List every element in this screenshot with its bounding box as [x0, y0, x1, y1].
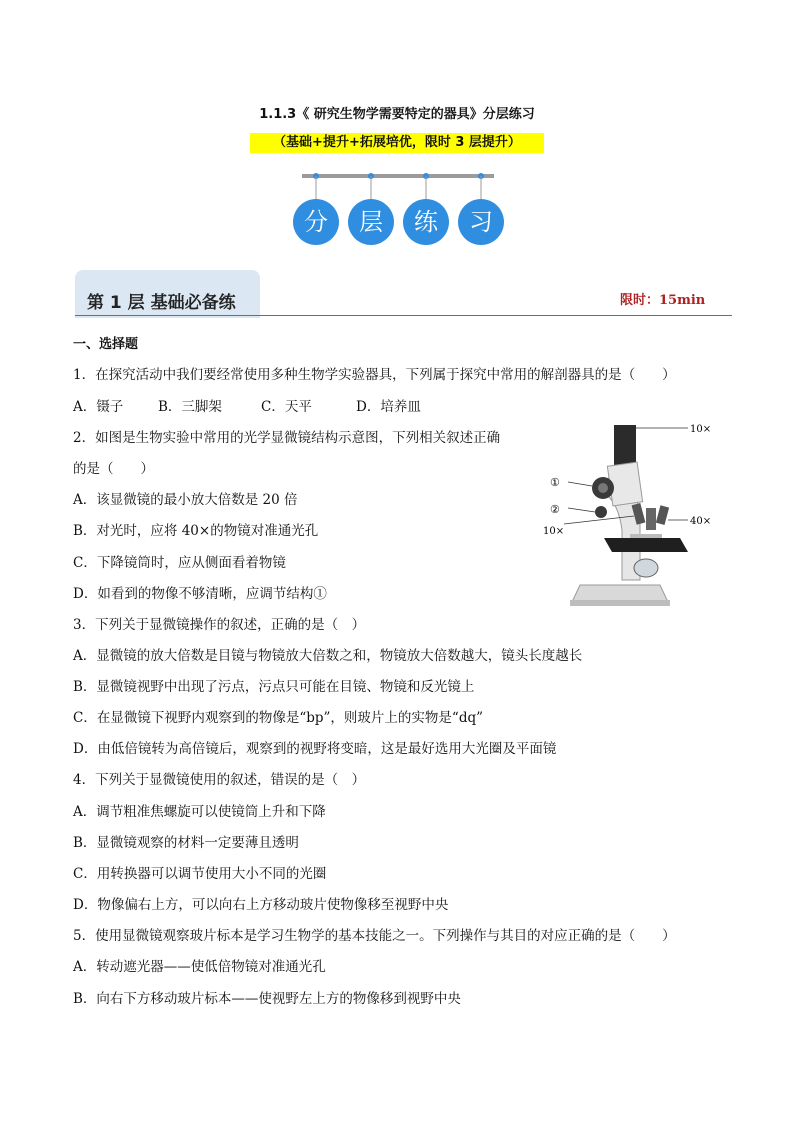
question-4-stem: 4．下列关于显微镜使用的叙述，错误的是（ ） — [73, 772, 366, 788]
q2-option-c[interactable]: C．下降镜筒时，应从侧面看着物镜 — [73, 555, 286, 571]
q4-option-a[interactable]: A．调节粗准焦螺旋可以使镜筒上升和下降 — [73, 804, 326, 820]
q2-option-d[interactable]: D．如看到的物像不够清晰，应调节结构① — [73, 586, 327, 602]
q4-option-b[interactable]: B．显微镜观察的材料一定要薄且透明 — [73, 835, 299, 851]
q3-option-b[interactable]: B．显微镜视野中出现了污点，污点只可能在目镜、物镜和反光镜上 — [73, 679, 475, 695]
question-3-stem: 3．下列关于显微镜操作的叙述，正确的是（ ） — [73, 617, 366, 633]
question-2-stem-line2: 的是（ ） — [73, 461, 154, 477]
figure-label-eyepiece: 10× — [690, 424, 712, 435]
q2-option-b[interactable]: B．对光时，应将 40×的物镜对准通光孔 — [73, 523, 319, 539]
q1-option-d[interactable]: D．培养皿 — [356, 399, 421, 415]
time-limit: 限时：15min — [620, 293, 706, 308]
section-heading: 一、选择题 — [73, 337, 139, 352]
document-title: 1.1.3《 研究生物学需要特定的器具》分层练习 — [259, 107, 535, 122]
q1-option-a[interactable]: A．镊子 — [73, 399, 124, 415]
q1-option-c[interactable]: C．天平 — [261, 399, 312, 415]
document-subtitle: （基础+提升+拓展培优，限时 3 层提升） — [250, 133, 544, 153]
q3-option-d[interactable]: D．由低倍镜转为高倍镜后，观察到的视野将变暗，这是最好选用大光圈及平面镜 — [73, 741, 557, 757]
header-rule — [75, 315, 732, 316]
q4-option-d[interactable]: D．物像偏右上方，可以向右上方移动玻片使物像移至视野中央 — [73, 897, 449, 913]
figure-label-2: ② — [550, 503, 560, 516]
question-5-stem: 5．使用显微镜观察玻片标本是学习生物学的基本技能之一。下列操作与其目的对应正确的是（ ） — [73, 928, 676, 944]
q5-option-a[interactable]: A．转动遮光器——使低倍物镜对准通光孔 — [73, 959, 326, 975]
figure-label-1: ① — [550, 476, 560, 489]
q3-option-a[interactable]: A．显微镜的放大倍数是目镜与物镜放大倍数之和，物镜放大倍数越大，镜头长度越长 — [73, 648, 583, 664]
layered-practice-logo — [288, 170, 518, 250]
logo-char: 练 — [414, 208, 438, 236]
q4-option-c[interactable]: C．用转换器可以调节使用大小不同的光圈 — [73, 866, 327, 882]
q5-option-b[interactable]: B．向右下方移动玻片标本——使视野左上方的物像移到视野中央 — [73, 991, 461, 1007]
figure-label-objective-high: 40× — [690, 516, 712, 527]
q1-option-b[interactable]: B．三脚架 — [158, 399, 222, 415]
question-1-options — [73, 395, 421, 415]
logo-char: 习 — [469, 208, 493, 236]
microscope-figure — [540, 420, 715, 610]
question-2-stem-line1: 2．如图是生物实验中常用的光学显微镜结构示意图，下列相关叙述正确 — [73, 430, 501, 446]
question-1-stem: 1．在探究活动中我们要经常使用多种生物学实验器具，下列属于探究中常用的解剖器具的是（ ） — [73, 367, 676, 383]
q2-option-a[interactable]: A．该显微镜的最小放大倍数是 20 倍 — [73, 492, 298, 508]
q3-option-c[interactable]: C．在显微镜下视野内观察到的物像是“bp”，则玻片上的实物是“dq” — [73, 710, 484, 726]
figure-label-objective-low: 10× — [543, 526, 565, 537]
layer-title: 第 1 层 基础必备练 — [87, 293, 236, 313]
logo-char: 层 — [359, 208, 383, 236]
logo-char: 分 — [304, 208, 328, 236]
